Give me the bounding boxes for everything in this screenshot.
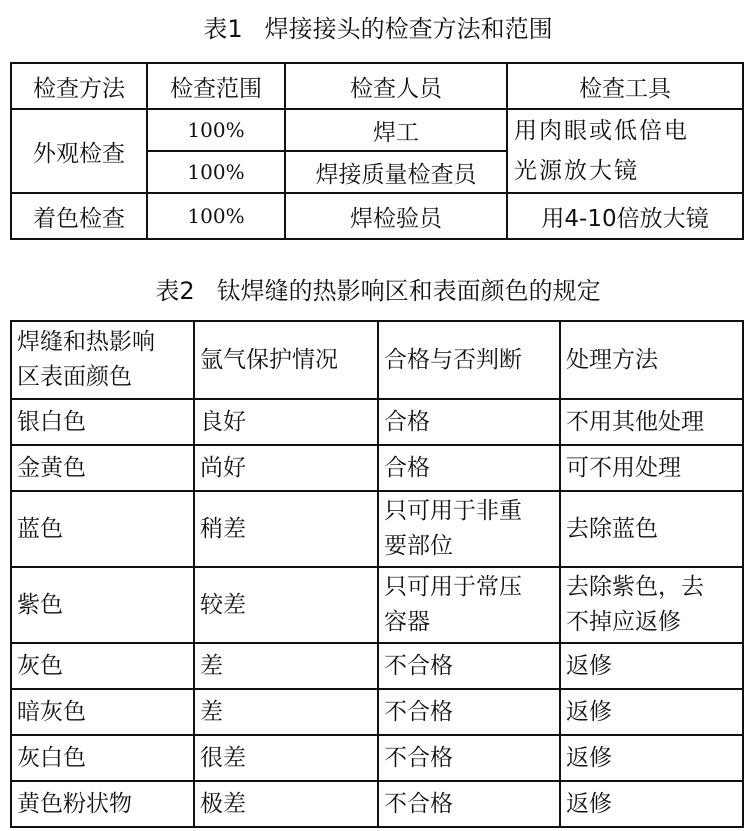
tool-text-line: 用肉眼或低倍电 (514, 118, 689, 144)
inspection-tool-cell (507, 109, 743, 193)
table-row (11, 689, 743, 735)
table2-caption-number: 表2 (155, 277, 195, 305)
argon-protection-cell: 较差 (194, 567, 378, 643)
treatment-method-cell-line: 不用其他处理 (566, 408, 704, 435)
treatment-method-cell-line: 返修 (566, 698, 612, 725)
acceptance-judgement-cell (378, 781, 560, 827)
inspector-cell: 焊检验员 (285, 193, 507, 239)
table2-caption-title: 钛焊缝的热影响区和表面颜色的规定 (216, 277, 601, 305)
surface-color-cell: 暗灰色 (11, 689, 194, 735)
treatment-method-cell (560, 689, 743, 735)
acceptance-judgement-cell-line: 只可用于常压 (384, 574, 522, 600)
surface-color-cell: 灰色 (11, 643, 194, 689)
table-row (11, 399, 743, 445)
acceptance-judgement-cell-line: 不合格 (384, 790, 453, 817)
table1-header-cell: 检查范围 (147, 63, 285, 109)
titanium-weld-color-table (10, 320, 744, 828)
acceptance-judgement-cell-line: 合格 (384, 408, 430, 435)
acceptance-judgement-cell (378, 491, 560, 567)
table2-header-cell (11, 321, 194, 399)
inspection-tool-cell: 用4-10倍放大镜 (507, 193, 743, 239)
argon-protection-cell: 稍差 (194, 491, 378, 567)
table2-header-cell: 氩气保护情况 (194, 321, 378, 399)
acceptance-judgement-cell (378, 399, 560, 445)
table-row (11, 735, 743, 781)
treatment-method-cell-line: 返修 (566, 652, 612, 679)
treatment-method-cell (560, 781, 743, 827)
inspection-range-cell: 100% (147, 109, 285, 151)
argon-protection-cell: 差 (194, 643, 378, 689)
treatment-method-cell (560, 567, 743, 643)
treatment-method-cell-line: 返修 (566, 790, 612, 817)
treatment-method-cell (560, 735, 743, 781)
weld-inspection-table (10, 62, 744, 240)
table-row (11, 643, 743, 689)
inspection-method-cell: 着色检查 (11, 193, 147, 239)
table-row (11, 445, 743, 491)
treatment-method-cell (560, 445, 743, 491)
table1-caption-number: 表1 (203, 15, 243, 43)
inspector-cell: 焊接质量检查员 (285, 151, 507, 193)
treatment-method-cell (560, 643, 743, 689)
argon-protection-cell: 差 (194, 689, 378, 735)
table1-header-row (11, 63, 743, 109)
surface-color-cell: 银白色 (11, 399, 194, 445)
inspection-method-cell: 外观检查 (11, 109, 147, 193)
surface-color-cell: 蓝色 (11, 491, 194, 567)
treatment-method-cell-line: 去除蓝色 (566, 515, 658, 542)
acceptance-judgement-cell (378, 445, 560, 491)
argon-protection-cell: 尚好 (194, 445, 378, 491)
table2-header-cell: 合格与否判断 (378, 321, 560, 399)
acceptance-judgement-cell-line: 不合格 (384, 652, 453, 679)
acceptance-judgement-cell-line: 合格 (384, 454, 430, 481)
acceptance-judgement-cell-line: 不合格 (384, 744, 453, 771)
table1-header-cell: 检查工具 (507, 63, 743, 109)
argon-protection-cell: 良好 (194, 399, 378, 445)
table-row (11, 491, 743, 567)
inspector-cell: 焊工 (285, 109, 507, 151)
header-text-line: 区表面颜色 (17, 364, 132, 390)
table-row (11, 193, 743, 239)
surface-color-cell: 金黄色 (11, 445, 194, 491)
acceptance-judgement-cell (378, 689, 560, 735)
header-text-line: 焊缝和热影响 (17, 329, 155, 355)
argon-protection-cell: 极差 (194, 781, 378, 827)
acceptance-judgement-cell-line: 容器 (384, 609, 430, 635)
argon-protection-cell: 很差 (194, 735, 378, 781)
table1-header-cell: 检查人员 (285, 63, 507, 109)
table1-header-cell: 检查方法 (11, 63, 147, 109)
surface-color-cell: 黄色粉状物 (11, 781, 194, 827)
table-row (11, 567, 743, 643)
treatment-method-cell-line: 不掉应返修 (566, 609, 681, 635)
table2-header-cell: 处理方法 (560, 321, 743, 399)
acceptance-judgement-cell (378, 567, 560, 643)
inspection-range-cell: 100% (147, 151, 285, 193)
treatment-method-cell (560, 491, 743, 567)
surface-color-cell: 灰白色 (11, 735, 194, 781)
acceptance-judgement-cell (378, 735, 560, 781)
acceptance-judgement-cell-line: 要部位 (384, 533, 453, 559)
tool-text-line: 光源放大镜 (514, 158, 639, 184)
acceptance-judgement-cell-line: 只可用于非重 (384, 498, 522, 524)
inspection-range-cell: 100% (147, 193, 285, 239)
table2-caption (0, 276, 756, 306)
surface-color-cell: 紫色 (11, 567, 194, 643)
table2-header-row (11, 321, 743, 399)
treatment-method-cell-line: 返修 (566, 744, 612, 771)
table-row (11, 109, 743, 151)
table-row (11, 781, 743, 827)
treatment-method-cell-line: 去除紫色，去 (566, 574, 704, 600)
treatment-method-cell-line: 可不用处理 (566, 454, 681, 481)
treatment-method-cell (560, 399, 743, 445)
table1-caption-title: 焊接接头的检查方法和范围 (264, 15, 553, 43)
table1-caption (0, 14, 756, 44)
acceptance-judgement-cell-line: 不合格 (384, 698, 453, 725)
acceptance-judgement-cell (378, 643, 560, 689)
